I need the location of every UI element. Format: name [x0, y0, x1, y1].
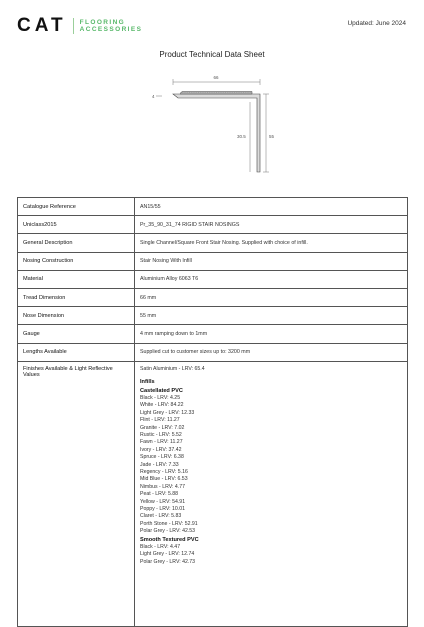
- spec-label: Nose Dimension: [18, 307, 135, 325]
- spec-value: AN15/55: [135, 198, 408, 216]
- document-title: Product Technical Data Sheet: [159, 50, 265, 59]
- list-item: Black - LRV: 4.25: [140, 394, 181, 401]
- logo-sub-line2: ACCESSORIES: [79, 26, 143, 33]
- table-row: [18, 307, 408, 325]
- spec-label: Gauge: [18, 325, 135, 343]
- spec-table: [17, 197, 408, 627]
- spec-value: Stair Nosing With Infill: [135, 252, 408, 270]
- profile-diagram: [140, 72, 280, 184]
- spec-value: 66 mm: [135, 288, 408, 306]
- list-item: Porth Stone - LRV: 52.91: [140, 520, 198, 527]
- brand-logo: [17, 15, 142, 37]
- nosing-profile: [173, 94, 260, 172]
- smooth-heading: Smooth Textured PVC: [140, 536, 199, 543]
- logo-subtitle: [80, 19, 143, 33]
- list-item: Peat - LRV: 5.88: [140, 491, 179, 498]
- table-row: [18, 343, 408, 361]
- list-item: Black - LRV: 4.47: [140, 544, 181, 551]
- castellated-heading: Castellated PVC: [140, 387, 183, 394]
- spec-label: Uniclass2015: [18, 216, 135, 234]
- height-dimension-label: 55: [269, 134, 275, 139]
- width-dimension-label: 66: [213, 75, 219, 80]
- list-item: Light Grey - LRV: 12.74: [140, 551, 195, 558]
- spec-value: 55 mm: [135, 307, 408, 325]
- spec-label: General Description: [18, 234, 135, 252]
- table-row: [18, 198, 408, 216]
- list-item: Regency - LRV: 5.16: [140, 468, 188, 475]
- smooth-list: [140, 544, 402, 566]
- list-item: Ivory - LRV: 37.42: [140, 446, 182, 453]
- spec-label: Catalogue Reference: [18, 198, 135, 216]
- finishes-cell: [135, 361, 408, 626]
- list-item: Fawn - LRV: 11.27: [140, 439, 183, 446]
- page-header: [0, 0, 424, 50]
- inner-height-dimension-label: 30.5: [237, 134, 246, 139]
- table-row: [18, 270, 408, 288]
- logo-wordmark: CAT: [17, 15, 67, 36]
- spec-value: Pr_35_90_31_74 RIGID STAIR NOSINGS: [135, 216, 408, 234]
- list-item: Light Grey - LRV: 12.33: [140, 409, 195, 416]
- table-row: [18, 288, 408, 306]
- castellated-list: [140, 395, 402, 536]
- list-item: Jade - LRV: 7.33: [140, 461, 179, 468]
- spec-label: Material: [18, 270, 135, 288]
- table-row: [18, 234, 408, 252]
- table-row: [18, 361, 408, 626]
- list-item: Mid Blue - LRV: 6.53: [140, 476, 188, 483]
- infills-heading: Infills: [140, 379, 155, 386]
- spec-label: Tread Dimension: [18, 288, 135, 306]
- list-item: Rustic - LRV: 5.52: [140, 431, 182, 438]
- finish-value: Satin Aluminium - LRV: 65.4: [140, 365, 205, 372]
- table-row: [18, 325, 408, 343]
- gauge-dimension-label: 4: [152, 94, 155, 99]
- spec-label: Lengths Available: [18, 343, 135, 361]
- spec-value: Supplied cut to customer sizes up to: 3200 mm: [135, 343, 408, 361]
- table-row: [18, 252, 408, 270]
- logo-divider: [73, 18, 74, 34]
- list-item: Poppy - LRV: 10.01: [140, 506, 185, 512]
- logo-sub-line1: FLOORING: [79, 19, 126, 26]
- spec-label: Finishes Available & Light Reflective Values: [18, 361, 135, 626]
- list-item: Nimbus - LRV: 4.77: [140, 483, 185, 490]
- spec-value: 4 mm ramping down to 1mm: [135, 325, 408, 343]
- list-item: Granite - LRV: 7.02: [140, 424, 185, 431]
- list-item: White - LRV: 84.22: [140, 402, 184, 409]
- table-row: [18, 216, 408, 234]
- spec-label: Nosing Construction: [18, 252, 135, 270]
- list-item: Flint - LRV: 11.27: [140, 417, 180, 424]
- list-item: Polar Grey - LRV: 42.73: [140, 558, 196, 565]
- list-item: Polar Grey - LRV: 42.53: [140, 528, 196, 535]
- list-item: Yellow - LRV: 54.91: [140, 498, 186, 505]
- spec-value: Aluminium Alloy 6063 T6: [135, 270, 408, 288]
- spec-value: Single Channel/Square Front Stair Nosing. Supplied with choice of infill.: [135, 234, 408, 252]
- list-item: Claret - LRV: 5.83: [140, 513, 182, 520]
- list-item: Spruce - LRV: 6.38: [140, 454, 184, 461]
- updated-date: Updated: June 2024: [347, 20, 406, 27]
